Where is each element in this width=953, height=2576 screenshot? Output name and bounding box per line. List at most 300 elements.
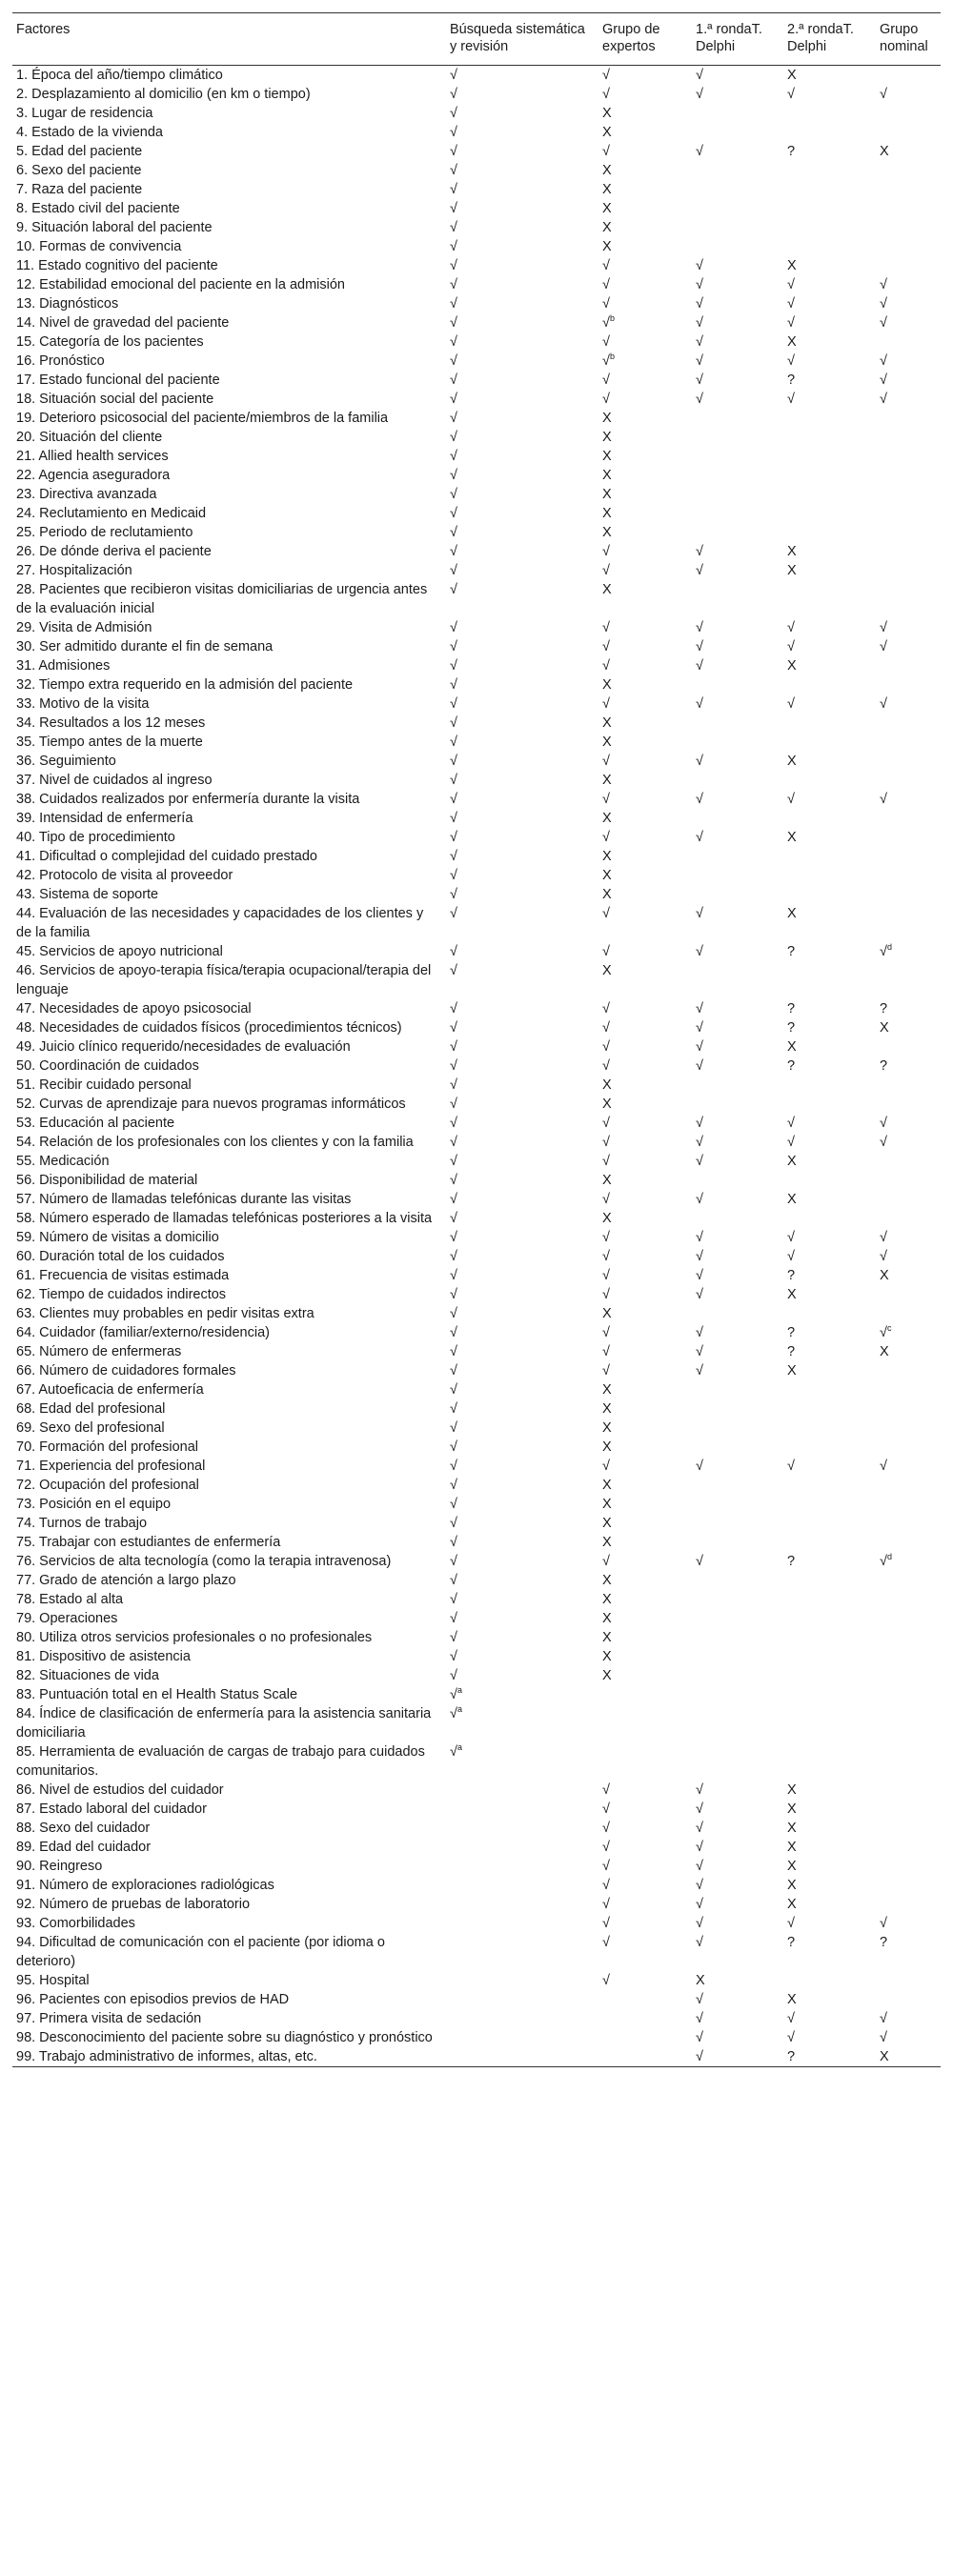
delphi1-cell: √ [696, 2030, 703, 2045]
delphi1-cell [692, 1666, 783, 1685]
nominal-cell [876, 1590, 941, 1609]
table-row [12, 237, 941, 256]
table-row [12, 1628, 941, 1647]
delphi1-cell: X [696, 1973, 705, 1988]
delphi2-cell [783, 675, 876, 694]
delphi1-cell: √ [696, 1897, 703, 1912]
table-row [12, 1514, 941, 1533]
nominal-cell: X [880, 1020, 889, 1036]
table-row [12, 1133, 941, 1152]
delphi1-cell: √ [696, 1363, 703, 1379]
table-row [12, 1857, 941, 1876]
expertos-cell: √ [602, 1344, 610, 1359]
factor-cell: 43. Sistema de soporte [16, 887, 159, 902]
delphi1-cell [692, 1533, 783, 1552]
expertos-cell: X [602, 106, 612, 121]
delphi2-cell [783, 199, 876, 218]
nominal-cell: √ [880, 1249, 887, 1264]
delphi1-cell: √ [696, 696, 703, 712]
expertos-cell: √ [602, 1878, 610, 1893]
factor-cell: 27. Hospitalización [16, 563, 132, 578]
nominal-cell [876, 1857, 941, 1876]
nominal-cell: √$^c$ [880, 1323, 892, 1340]
delphi1-cell: √ [696, 1782, 703, 1798]
factor-cell: 88. Sexo del cuidador [16, 1821, 151, 1836]
nominal-cell [876, 332, 941, 352]
factor-cell: 50. Coordinación de cuidados [16, 1058, 199, 1074]
table-row [12, 1742, 941, 1781]
delphi2-cell: X [787, 1992, 797, 2007]
expertos-cell: √ [602, 1363, 610, 1379]
table-row [12, 1342, 941, 1361]
table-row [12, 523, 941, 542]
delphi2-cell: X [787, 258, 797, 273]
delphi2-cell: √ [787, 1459, 795, 1474]
table-row [12, 2009, 941, 2028]
nominal-cell [876, 1800, 941, 1819]
busqueda-cell: √ [450, 563, 457, 578]
delphi2-cell [783, 523, 876, 542]
header-segunda-ronda-delphi: 2.ª rondaT. Delphi [783, 13, 876, 66]
expertos-cell: √ [602, 1801, 610, 1817]
factor-cell: 58. Número esperado de llamadas telefónicas posteriores a la visita [16, 1211, 433, 1226]
nominal-cell [876, 466, 941, 485]
expertos-cell: √ [602, 1916, 610, 1931]
nominal-cell [876, 199, 941, 218]
table-row [12, 999, 941, 1018]
busqueda-cell: √ [450, 944, 457, 959]
expertos-cell: X [602, 868, 612, 883]
nominal-cell [876, 885, 941, 904]
factor-cell: 3. Lugar de residencia [16, 106, 153, 121]
delphi2-cell: √ [787, 315, 795, 331]
delphi2-cell: X [787, 1287, 797, 1302]
expertos-cell: X [602, 220, 612, 235]
nominal-cell: √ [880, 353, 887, 369]
expertos-cell: √ [602, 68, 610, 83]
expertos-cell: √ [602, 1935, 610, 1950]
expertos-cell: X [602, 411, 612, 426]
footnote-marker: a [456, 1742, 462, 1753]
factor-cell: 59. Número de visitas a domicilio [16, 1230, 219, 1245]
nominal-cell [876, 961, 941, 999]
factor-cell: 73. Posición en el equipo [16, 1497, 172, 1512]
busqueda-cell: √ [450, 906, 457, 921]
table-row [12, 1552, 941, 1571]
table-row [12, 1190, 941, 1209]
factor-cell: 75. Trabajar con estudiantes de enfermería [16, 1535, 281, 1550]
factor-cell: 54. Relación de los profesionales con los clientes y con la familia [16, 1135, 414, 1150]
delphi2-cell [783, 1533, 876, 1552]
footnote-marker: a [456, 1704, 462, 1715]
delphi2-cell [783, 1171, 876, 1190]
expertos-cell: X [602, 182, 612, 197]
expertos-cell [598, 1990, 692, 2009]
footnote-marker: b [609, 313, 615, 324]
table-row [12, 1076, 941, 1095]
delphi2-cell [783, 1647, 876, 1666]
busqueda-cell: √ [450, 525, 457, 540]
delphi1-cell: √ [696, 87, 703, 102]
delphi1-cell [692, 466, 783, 485]
table-row [12, 1971, 941, 1990]
nominal-cell: X [880, 144, 889, 159]
factor-cell: 28. Pacientes que recibieron visitas domiciliarias de urgencia antes de la evaluación inicial [16, 582, 428, 616]
busqueda-cell: √ [450, 1363, 457, 1379]
expertos-cell: √ [602, 563, 610, 578]
nominal-cell [876, 1380, 941, 1399]
table-row [12, 904, 941, 942]
table-row [12, 1800, 941, 1819]
delphi1-cell: √ [696, 1916, 703, 1931]
busqueda-cell: √ [450, 754, 457, 769]
busqueda-cell: √ [450, 544, 457, 559]
table-row [12, 733, 941, 752]
delphi2-cell: X [787, 1821, 797, 1836]
delphi1-cell: √ [696, 1325, 703, 1340]
delphi1-cell [692, 237, 783, 256]
busqueda-cell: √ [450, 392, 457, 407]
factor-cell: 48. Necesidades de cuidados físicos (procedimientos técnicos) [16, 1020, 402, 1036]
delphi1-cell: √ [696, 68, 703, 83]
expertos-cell: X [602, 525, 612, 540]
delphi1-cell: √ [696, 1801, 703, 1817]
table-row [12, 1990, 941, 2009]
table-row [12, 504, 941, 523]
nominal-cell: √ [880, 2011, 887, 2026]
factor-cell: 23. Directiva avanzada [16, 487, 157, 502]
factor-cell: 38. Cuidados realizados por enfermería durante la visita [16, 792, 360, 807]
delphi2-cell [783, 714, 876, 733]
table-row [12, 618, 941, 637]
factor-cell: 37. Nivel de cuidados al ingreso [16, 773, 213, 788]
footnote-marker: b [609, 352, 615, 362]
expertos-cell: √ [602, 1135, 610, 1150]
delphi1-cell [692, 1514, 783, 1533]
factor-cell: 44. Evaluación de las necesidades y capacidades de los clientes y de la familia [16, 906, 424, 940]
factor-cell: 52. Curvas de aprendizaje para nuevos programas informáticos [16, 1097, 406, 1112]
busqueda-cell: √ [450, 715, 457, 731]
expertos-cell: √ [602, 1459, 610, 1474]
delphi2-cell: X [787, 334, 797, 350]
expertos-cell: X [602, 677, 612, 693]
busqueda-cell [446, 1838, 598, 1857]
expertos-cell: √ [602, 754, 610, 769]
factor-cell: 93. Comorbilidades [16, 1916, 135, 1931]
delphi2-cell: ? [787, 1001, 796, 1016]
header-grupo-expertos: Grupo de expertos [598, 13, 692, 66]
delphi1-cell: √ [696, 1992, 703, 2007]
nominal-cell [876, 180, 941, 199]
delphi2-cell [783, 1209, 876, 1228]
nominal-cell: √ [880, 620, 887, 635]
delphi2-cell: X [787, 1782, 797, 1798]
factor-cell: 5. Edad del paciente [16, 144, 143, 159]
table-row [12, 866, 941, 885]
delphi2-cell [783, 1742, 876, 1781]
delphi2-cell [783, 1399, 876, 1419]
expertos-cell: √ [602, 1154, 610, 1169]
table-row [12, 313, 941, 332]
nominal-cell [876, 1209, 941, 1228]
factor-cell: 74. Turnos de trabajo [16, 1516, 148, 1531]
delphi1-cell [692, 1495, 783, 1514]
delphi2-cell [783, 733, 876, 752]
table-row [12, 1266, 941, 1285]
expertos-cell: √ [602, 944, 610, 959]
expertos-cell [598, 2009, 692, 2028]
factor-cell: 90. Reingreso [16, 1859, 103, 1874]
busqueda-cell: √ [450, 411, 457, 426]
delphi1-cell: √ [696, 315, 703, 331]
table-row [12, 1228, 941, 1247]
delphi1-cell: √ [696, 1039, 703, 1055]
factor-cell: 57. Número de llamadas telefónicas durante las visitas [16, 1192, 352, 1207]
busqueda-cell: √ [450, 1382, 457, 1398]
delphi2-cell [783, 1628, 876, 1647]
busqueda-cell: √ [450, 677, 457, 693]
factor-cell: 65. Número de enfermeras [16, 1344, 182, 1359]
delphi1-cell: √ [696, 1058, 703, 1074]
delphi1-cell: √ [696, 639, 703, 654]
delphi1-cell [692, 675, 783, 694]
table-row [12, 1419, 941, 1438]
expertos-cell: X [602, 1439, 612, 1455]
delphi1-cell: √ [696, 334, 703, 350]
table-row [12, 1037, 941, 1057]
delphi1-cell: √ [696, 906, 703, 921]
delphi1-cell: √ [696, 1554, 703, 1569]
factor-cell: 82. Situaciones de vida [16, 1668, 159, 1683]
delphi1-cell: √ [696, 372, 703, 388]
factor-cell: 39. Intensidad de enfermería [16, 811, 193, 826]
busqueda-cell: √ [450, 1077, 457, 1093]
busqueda-cell [446, 1857, 598, 1876]
nominal-cell: ? [880, 1001, 888, 1016]
table-row [12, 352, 941, 371]
factor-cell: 60. Duración total de los cuidados [16, 1249, 225, 1264]
busqueda-cell [446, 1914, 598, 1933]
delphi2-cell: √ [787, 277, 795, 292]
factor-cell: 12. Estabilidad emocional del paciente en la admisión [16, 277, 345, 292]
delphi2-cell [783, 1438, 876, 1457]
header-busqueda-sistematica: Búsqueda sistemática y revisión [446, 13, 598, 66]
busqueda-cell: √ [450, 277, 457, 292]
table-header-row [12, 13, 941, 66]
factor-cell: 26. De dónde deriva el paciente [16, 544, 212, 559]
factor-cell: 83. Puntuación total en el Health Status Scale [16, 1687, 298, 1702]
delphi1-cell [692, 1647, 783, 1666]
busqueda-cell: √ [450, 468, 457, 483]
nominal-cell [876, 66, 941, 86]
expertos-cell: X [602, 887, 612, 902]
expertos-cell: X [602, 430, 612, 445]
footnote-marker: d [886, 942, 892, 953]
expertos-cell: √ [602, 658, 610, 674]
factor-cell: 69. Sexo del profesional [16, 1420, 165, 1436]
expertos-cell: √ [602, 1859, 610, 1874]
table-row [12, 123, 941, 142]
delphi2-cell: √ [787, 87, 795, 102]
table-row [12, 1209, 941, 1228]
busqueda-cell: √ [450, 1344, 457, 1359]
busqueda-cell: √ [450, 1592, 457, 1607]
busqueda-cell: √ [450, 1439, 457, 1455]
expertos-cell: √ [602, 792, 610, 807]
busqueda-cell: √$^a$ [450, 1704, 462, 1721]
busqueda-cell: √ [450, 125, 457, 140]
delphi1-cell [692, 1609, 783, 1628]
busqueda-cell: √ [450, 1173, 457, 1188]
busqueda-cell: √ [450, 449, 457, 464]
delphi1-cell: √ [696, 1840, 703, 1855]
nominal-cell [876, 828, 941, 847]
delphi2-cell: X [787, 754, 797, 769]
nominal-cell [876, 733, 941, 752]
expertos-cell: X [602, 1497, 612, 1512]
delphi1-cell: √ [696, 563, 703, 578]
busqueda-cell: √ [450, 296, 457, 312]
factor-cell: 84. Índice de clasificación de enfermería para la asistencia sanitaria domiciliaria [16, 1706, 432, 1741]
nominal-cell [876, 1304, 941, 1323]
expertos-cell: X [602, 1573, 612, 1588]
delphi2-cell: X [787, 1192, 797, 1207]
table-row [12, 66, 941, 86]
expertos-cell: √ [602, 1782, 610, 1798]
expertos-cell: X [602, 715, 612, 731]
delphi2-cell: X [787, 1840, 797, 1855]
table-row [12, 256, 941, 275]
nominal-cell [876, 542, 941, 561]
busqueda-cell: √ [450, 1192, 457, 1207]
factor-cell: 99. Trabajo administrativo de informes, altas, etc. [12, 2047, 446, 2067]
table-row [12, 180, 941, 199]
nominal-cell: √ [880, 277, 887, 292]
table-row [12, 1838, 941, 1857]
table-row [12, 1914, 941, 1933]
factor-cell: 92. Número de pruebas de laboratorio [16, 1897, 251, 1912]
delphi1-cell [692, 1685, 783, 1704]
nominal-cell: √ [880, 1116, 887, 1131]
delphi2-cell [783, 771, 876, 790]
factor-cell: 91. Número de exploraciones radiológicas [16, 1878, 274, 1893]
delphi1-cell [692, 199, 783, 218]
table-row [12, 85, 941, 104]
factor-cell: 18. Situación social del paciente [16, 392, 214, 407]
factor-cell: 16. Pronóstico [16, 353, 105, 369]
table-row [12, 1609, 941, 1628]
delphi2-cell: ? [787, 944, 796, 959]
table-row [12, 2047, 941, 2067]
delphi1-cell: √ [696, 944, 703, 959]
expertos-cell: √ [602, 334, 610, 350]
factor-cell: 25. Periodo de reclutamiento [16, 525, 193, 540]
busqueda-cell: √ [450, 239, 457, 254]
factor-cell: 66. Número de cuidadores formales [16, 1363, 236, 1379]
delphi1-cell [692, 1171, 783, 1190]
expertos-cell: √ [602, 1554, 610, 1569]
factor-cell: 98. Desconocimiento del paciente sobre su diagnóstico y pronóstico [16, 2030, 433, 2045]
table-row [12, 1057, 941, 1076]
expertos-cell: √ [602, 1325, 610, 1340]
delphi2-cell: ? [787, 1268, 796, 1283]
table-row [12, 847, 941, 866]
busqueda-cell: √ [450, 849, 457, 864]
busqueda-cell: √ [450, 1649, 457, 1664]
nominal-cell: X [876, 2047, 941, 2067]
table-row [12, 485, 941, 504]
delphi2-cell: √ [787, 1249, 795, 1264]
table-row [12, 1571, 941, 1590]
factor-cell: 71. Experiencia del profesional [16, 1459, 206, 1474]
nominal-cell [876, 1647, 941, 1666]
busqueda-cell: √ [450, 487, 457, 502]
table-row [12, 1285, 941, 1304]
expertos-cell: X [602, 963, 612, 978]
footnote-marker: a [456, 1685, 462, 1696]
delphi1-cell: √ [696, 1154, 703, 1169]
nominal-cell: √ [880, 315, 887, 331]
delphi2-cell [783, 1419, 876, 1438]
table-row [12, 1647, 941, 1666]
delphi2-cell: √ [787, 696, 795, 712]
table-row [12, 1685, 941, 1704]
expertos-cell [598, 2047, 692, 2067]
nominal-cell [876, 428, 941, 447]
expertos-cell: X [602, 1306, 612, 1321]
nominal-cell [876, 1666, 941, 1685]
busqueda-cell: √ [450, 1097, 457, 1112]
delphi2-cell: √ [787, 2030, 795, 2045]
nominal-cell: √ [880, 392, 887, 407]
nominal-cell [876, 752, 941, 771]
busqueda-cell [446, 1933, 598, 1971]
table-container [12, 12, 941, 2067]
busqueda-cell: √ [450, 1516, 457, 1531]
factor-cell: 49. Juicio clínico requerido/necesidades de evaluación [16, 1039, 351, 1055]
delphi1-cell: √ [696, 296, 703, 312]
nominal-cell: ? [880, 1935, 888, 1950]
factor-cell: 15. Categoría de los pacientes [16, 334, 204, 350]
busqueda-cell: √ [450, 658, 457, 674]
delphi1-cell: √ [696, 1268, 703, 1283]
factor-cell: 41. Dificultad o complejidad del cuidado prestado [16, 849, 317, 864]
busqueda-cell: √ [450, 1058, 457, 1074]
table-row [12, 161, 941, 180]
delphi2-cell [783, 1076, 876, 1095]
table-row [12, 885, 941, 904]
delphi2-cell [783, 866, 876, 885]
factor-cell: 10. Formas de convivencia [16, 239, 182, 254]
busqueda-cell: √ [450, 1020, 457, 1036]
factor-cell: 62. Tiempo de cuidados indirectos [16, 1287, 227, 1302]
busqueda-cell: √ [450, 220, 457, 235]
delphi1-cell [692, 523, 783, 542]
busqueda-cell: √ [450, 334, 457, 350]
factor-cell: 4. Estado de la vivienda [16, 125, 163, 140]
delphi1-cell [692, 123, 783, 142]
busqueda-cell [446, 1895, 598, 1914]
delphi2-cell: ? [787, 1344, 796, 1359]
delphi1-cell [692, 1590, 783, 1609]
table-row [12, 1895, 941, 1914]
delphi2-cell: ? [787, 1325, 796, 1340]
busqueda-cell: √ [450, 868, 457, 883]
delphi1-cell: √ [696, 1135, 703, 1150]
delphi2-cell: X [787, 1897, 797, 1912]
factor-cell: 36. Seguimiento [16, 754, 116, 769]
nominal-cell [876, 1609, 941, 1628]
